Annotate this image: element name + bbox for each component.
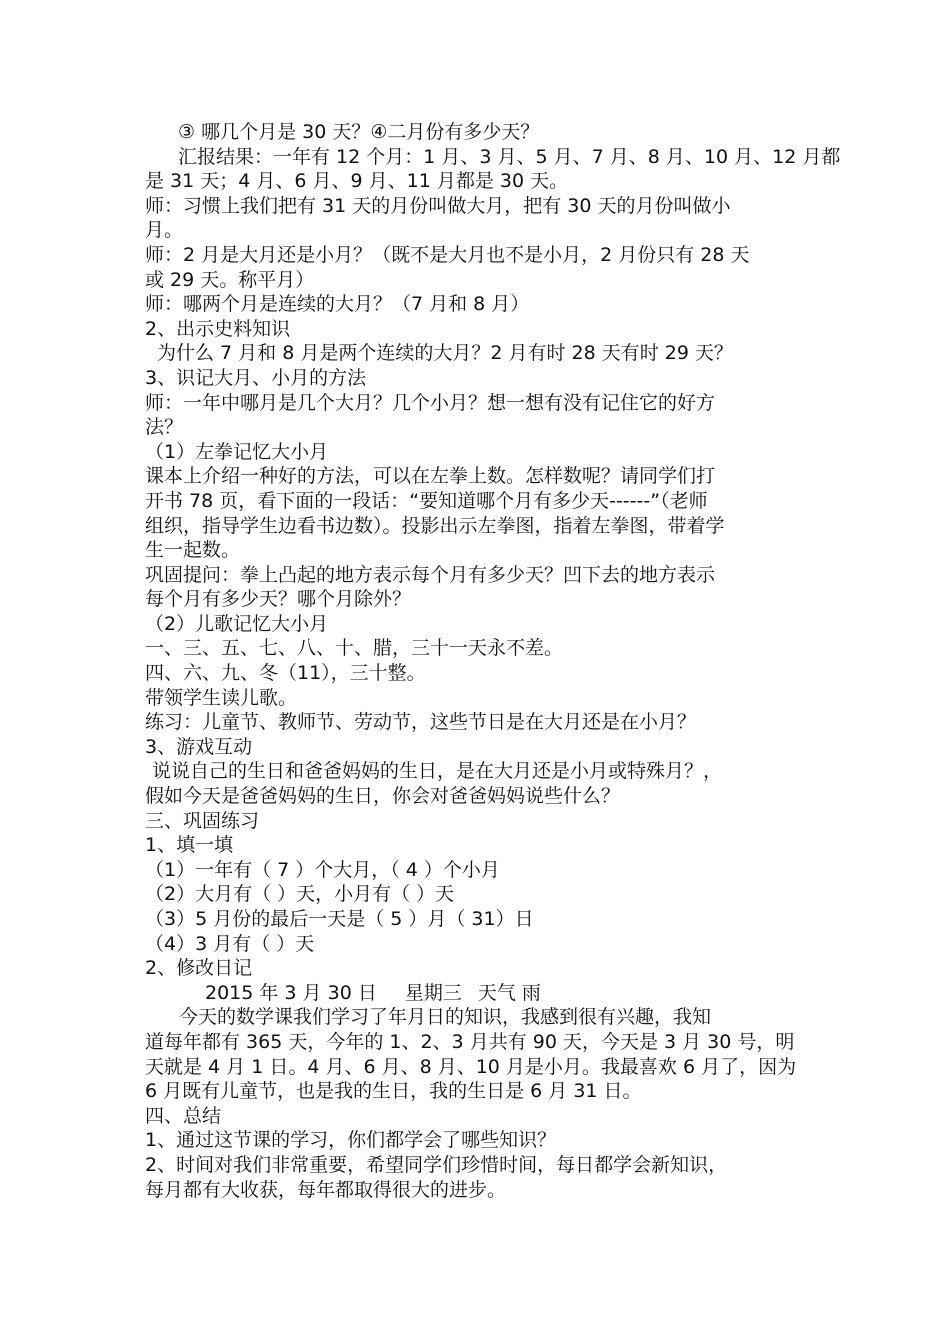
- diary-line: 今天的数学课我们学习了年月日的知识，我感到很有兴趣，我知: [179, 1006, 712, 1029]
- paragraph-line: 2、时间对我们非常重要，希望同学们珍惜时间，每日都学会新知识，: [145, 1153, 728, 1176]
- diary-line: 天就是 4 月 1 日。4 月、6 月、8 月、10 月是小月。我最喜欢 6 月了，因为: [145, 1055, 797, 1078]
- paragraph-line: 师：哪两个月是连续的大月？（7 月和 8 月）: [145, 293, 530, 316]
- paragraph-line: 师：一年中哪月是几个大月？几个小月？想一想有没有记住它的好方: [145, 391, 716, 414]
- exercise-line: （2）大月有（ ）天，小月有（ ）天: [145, 883, 455, 906]
- subsection-heading: （1）左拳记忆大小月: [145, 440, 329, 463]
- exercise-line: （1）一年有（ 7 ）个大月，（ 4 ）个小月: [145, 858, 500, 881]
- paragraph-line: 巩固提问：拳上凸起的地方表示每个月有多少天？凹下去的地方表示: [145, 563, 716, 586]
- paragraph-line: 四、六、九、冬（11），三十整。: [145, 662, 426, 685]
- paragraph-line: 说说自己的生日和爸爸妈妈的生日，是在大月还是小月或特殊月？，: [152, 760, 723, 783]
- paragraph-line: 1、通过这节课的学习，你们都学会了哪些知识？: [145, 1129, 557, 1152]
- diary-weekday: 星期三: [404, 981, 462, 1004]
- exercise-line: （4）3 月有（ ）天: [145, 932, 315, 955]
- section-heading: 四、总结: [145, 1104, 222, 1127]
- diary-weather: 天气 雨: [477, 981, 541, 1004]
- subsection-heading: （2）儿歌记忆大小月: [145, 612, 329, 635]
- section-heading: 3、游戏互动: [145, 735, 253, 758]
- section-heading: 3、识记大月、小月的方法: [145, 366, 367, 389]
- paragraph-line: ③ 哪几个月是 30 天？④二月份有多少天？: [178, 121, 540, 143]
- paragraph-line: 带领学生读儿歌。: [145, 686, 298, 709]
- paragraph-line: 月。: [145, 219, 184, 242]
- paragraph-line: 开书 78 页，看下面的一段话：“要知道哪个月有多少天------”（老师: [145, 489, 708, 512]
- paragraph-line: 练习：儿童节、教师节、劳动节，这些节日是在大月还是在小月？: [145, 711, 697, 734]
- paragraph-line: 师：习惯上我们把有 31 天的月份叫做大月，把有 30 天的月份叫做小: [145, 194, 731, 217]
- diary-line: 6 月既有儿童节，也是我的生日，我的生日是 6 月 31 日。: [145, 1080, 642, 1103]
- paragraph-line: 组织，指导学生边看书边数）。投影出示左拳图，指着左拳图，带着学: [145, 514, 725, 537]
- section-heading: 三、巩固练习: [145, 809, 260, 832]
- paragraph-line: 是 31 天；4 月、6 月、9 月、11 月都是 30 天。: [145, 170, 569, 193]
- paragraph-line: 汇报结果：一年有 12 个月：1 月、3 月、5 月、7 月、8 月、10 月、12 月都: [178, 145, 841, 168]
- paragraph-line: 师：2 月是大月还是小月？（既不是大月也不是小月，2 月份只有 28 天: [145, 243, 750, 266]
- paragraph-line: 课本上介绍一种好的方法，可以在左拳上数。怎样数呢？请同学们打: [145, 465, 716, 488]
- paragraph-line: 每月都有大收获，每年都取得很大的进步。: [145, 1178, 507, 1201]
- exercise-line: （3）5 月份的最后一天是（ 5 ）月（ 31）日: [145, 908, 534, 930]
- paragraph-line: 生一起数。: [145, 539, 241, 562]
- document-body: [145, 120, 841, 1202]
- diary-date: 2015 年 3 月 30 日: [205, 981, 377, 1004]
- section-heading: 2、出示史料知识: [145, 317, 291, 340]
- diary-header: [145, 981, 820, 1006]
- section-heading: 2、修改日记: [145, 957, 253, 980]
- paragraph-line: 每个月有多少天？哪个月除外？: [145, 588, 412, 611]
- paragraph-line: 法？: [145, 416, 184, 439]
- paragraph-line: 一、三、五、七、八、十、腊，三十一天永不差。: [145, 637, 564, 660]
- paragraph-line: 为什么 7 月和 8 月是两个连续的大月？2 月有时 28 天有时 29 天？: [157, 342, 733, 365]
- diary-line: 道每年都有 365 天，今年的 1、2、3 月共有 90 天，今天是 3 月 30 号，明: [145, 1030, 795, 1053]
- paragraph-line: 假如今天是爸爸妈妈的生日，你会对爸爸妈妈说些什么？: [145, 785, 621, 808]
- paragraph-line: 或 29 天。称平月）: [145, 268, 315, 291]
- section-heading: 1、填一填: [145, 834, 234, 857]
